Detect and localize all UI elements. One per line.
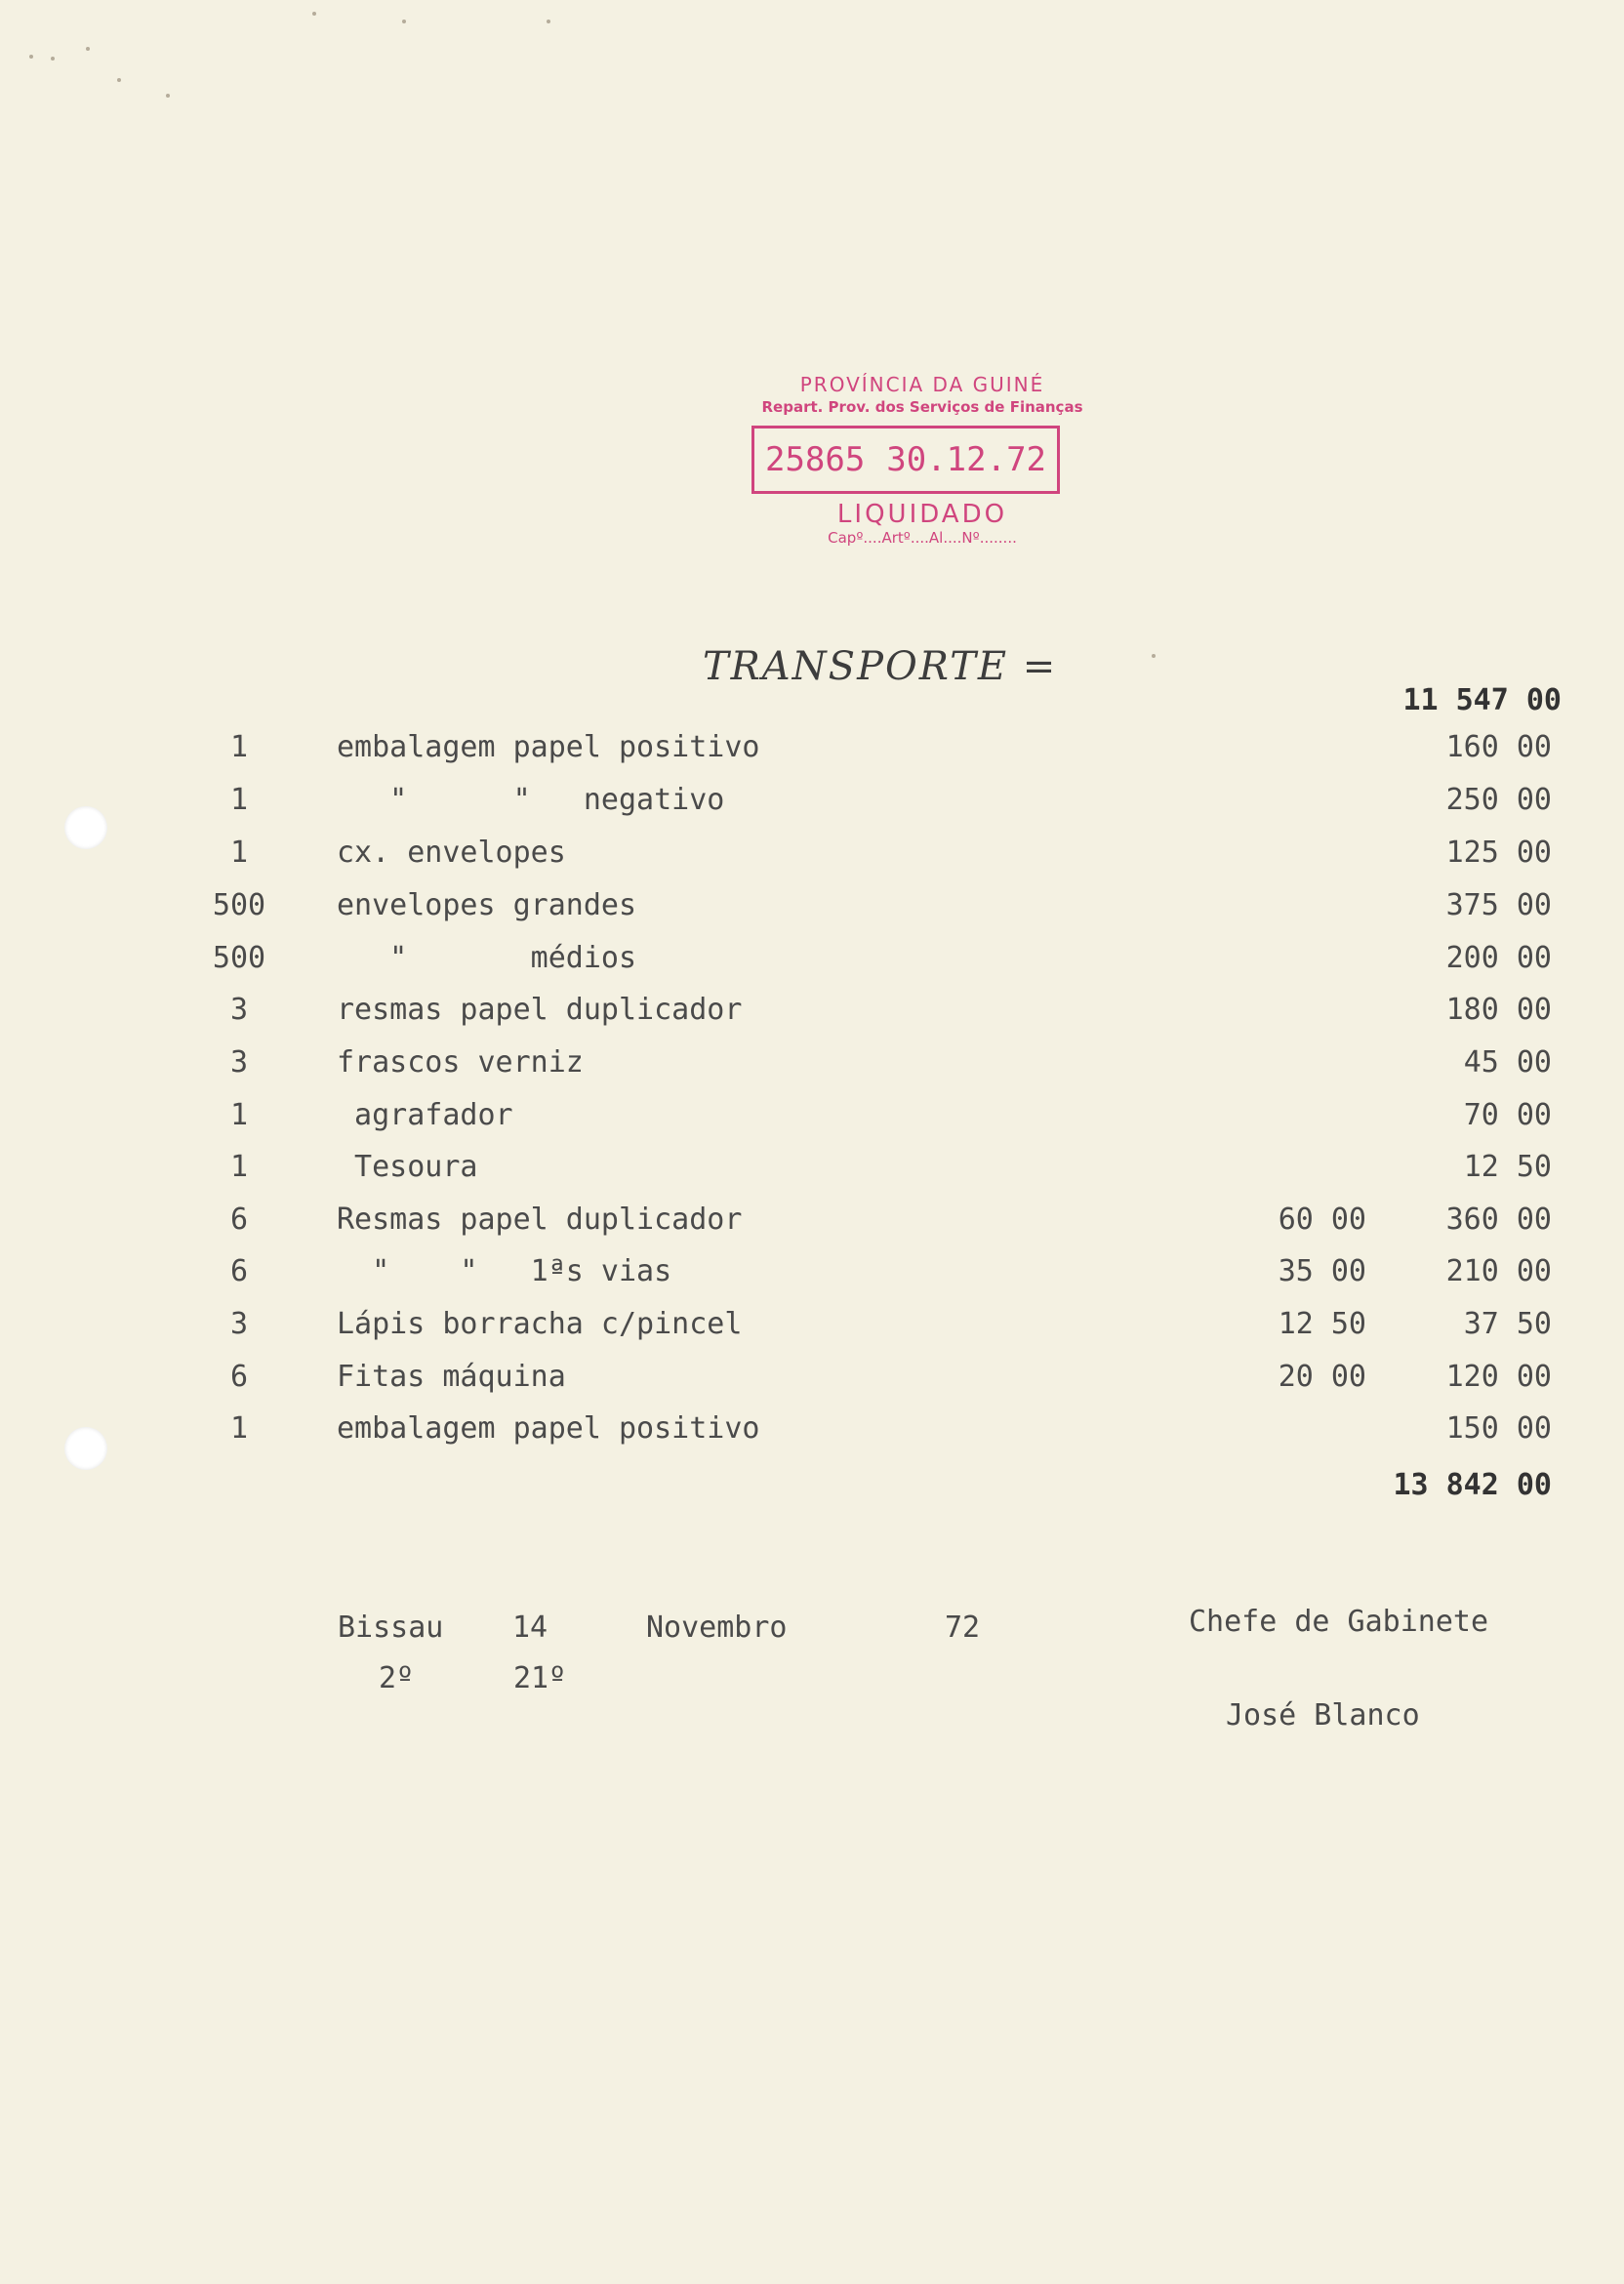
item-unit-price: 60 00 xyxy=(1278,1203,1366,1237)
list-item xyxy=(0,941,1624,980)
signature-role: Chefe de Gabinete xyxy=(1189,1605,1489,1639)
transporte-value: 11 547 00 xyxy=(1402,683,1562,717)
item-desc: Lápis borracha c/pincel xyxy=(337,1307,743,1341)
item-desc: Fitas máquina xyxy=(337,1360,566,1394)
stamp-province: PROVÍNCIA DA GUINÉ xyxy=(799,373,1045,396)
transporte-label: TRANSPORTE = xyxy=(703,644,1058,689)
item-qty: 1 xyxy=(229,1411,249,1446)
list-item xyxy=(0,1098,1624,1137)
list-item xyxy=(0,1307,1624,1346)
list-item xyxy=(0,993,1624,1032)
stamp-number: 25865 xyxy=(764,440,866,479)
signature-name: José Blanco xyxy=(1226,1698,1420,1733)
item-qty: 1 xyxy=(229,836,249,870)
list-item xyxy=(0,730,1624,769)
stamp-status: LIQUIDADO xyxy=(836,500,1008,529)
item-desc: Resmas papel duplicador xyxy=(337,1203,743,1237)
item-qty: 3 xyxy=(229,1307,249,1341)
finance-stamp xyxy=(722,373,1093,578)
item-qty: 500 xyxy=(212,941,266,975)
stamp-box xyxy=(751,426,1060,494)
item-total: 125 00 xyxy=(1445,836,1552,870)
item-total: 37 50 xyxy=(1463,1307,1552,1341)
footer-day: 14 xyxy=(512,1611,548,1645)
item-desc: " " negativo xyxy=(337,783,725,817)
stamp-date: 30.12.72 xyxy=(886,440,1047,479)
item-total: 375 00 xyxy=(1445,888,1552,922)
list-item xyxy=(0,888,1624,927)
item-unit-price: 20 00 xyxy=(1278,1360,1366,1394)
list-item xyxy=(0,1411,1624,1450)
list-item xyxy=(0,783,1624,822)
item-unit-price: 35 00 xyxy=(1278,1254,1366,1288)
item-qty: 6 xyxy=(229,1360,249,1394)
item-total: 150 00 xyxy=(1445,1411,1552,1446)
footer-year: 72 xyxy=(945,1611,981,1645)
footer-ref-2: 21º xyxy=(513,1661,567,1695)
list-item xyxy=(0,1045,1624,1084)
item-desc: cx. envelopes xyxy=(337,836,566,870)
item-desc: frascos verniz xyxy=(337,1045,584,1080)
list-item xyxy=(0,836,1624,875)
item-qty: 6 xyxy=(229,1254,249,1288)
item-qty: 3 xyxy=(229,1045,249,1080)
item-qty: 1 xyxy=(229,783,249,817)
item-total: 180 00 xyxy=(1445,993,1552,1027)
item-desc: " " 1ªs vias xyxy=(337,1254,672,1288)
footer-place: Bissau xyxy=(338,1611,444,1645)
list-item xyxy=(0,1203,1624,1242)
item-qty: 1 xyxy=(229,730,249,764)
item-qty: 1 xyxy=(229,1150,249,1184)
footer-month: Novembro xyxy=(646,1611,788,1645)
grand-total: 13 842 00 xyxy=(1393,1468,1552,1502)
list-item xyxy=(0,1150,1624,1189)
item-total: 160 00 xyxy=(1445,730,1552,764)
footer-ref-1: 2º xyxy=(379,1661,415,1695)
item-qty: 3 xyxy=(229,993,249,1027)
stamp-department: Repart. Prov. dos Serviços de Finanças xyxy=(761,398,1083,416)
item-unit-price: 12 50 xyxy=(1278,1307,1366,1341)
item-total: 12 50 xyxy=(1463,1150,1552,1184)
list-item xyxy=(0,1254,1624,1293)
item-qty: 1 xyxy=(229,1098,249,1132)
item-total: 70 00 xyxy=(1463,1098,1552,1132)
stamp-fields: Capº....Artº....Al....Nº........ xyxy=(828,529,1017,547)
item-total: 45 00 xyxy=(1463,1045,1552,1080)
item-desc: Tesoura xyxy=(337,1150,478,1184)
item-total: 200 00 xyxy=(1445,941,1552,975)
item-qty: 6 xyxy=(229,1203,249,1237)
item-total: 120 00 xyxy=(1445,1360,1552,1394)
item-desc: embalagem papel positivo xyxy=(337,730,760,764)
item-total: 360 00 xyxy=(1445,1203,1552,1237)
item-qty: 500 xyxy=(212,888,266,922)
item-desc: embalagem papel positivo xyxy=(337,1411,760,1446)
item-desc: envelopes grandes xyxy=(337,888,637,922)
item-total: 210 00 xyxy=(1445,1254,1552,1288)
item-desc: " médios xyxy=(337,941,637,975)
item-total: 250 00 xyxy=(1445,783,1552,817)
item-desc: agrafador xyxy=(337,1098,513,1132)
list-item xyxy=(0,1360,1624,1399)
item-desc: resmas papel duplicador xyxy=(337,993,743,1027)
